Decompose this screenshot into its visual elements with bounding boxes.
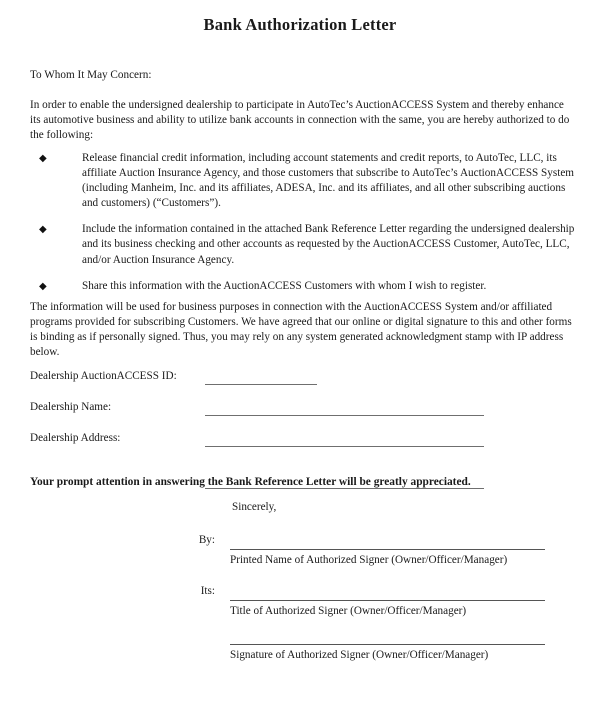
intro-paragraph: In order to enable the undersigned dealership to participate in AutoTec’s AuctionACCESS System and thereby enhance its automotive business and ability to utilize bank accounts in connection with the same, you are hereby authorized to do the following: [30,99,570,142]
closing-paragraph: The information will be used for business purposes in connection with the AuctionACCESS System and/or affiliated programs provided for subscribing Customers. We have agreed that our online or digital signature to this and other forms is binding as if personally signed. Thus, you may rely on any system generated acknowledgment stamp with IP address below. [30,301,572,359]
signature-block [0,534,600,676]
its-label: Its: [200,585,215,597]
printed-name-input[interactable] [230,549,545,550]
title-caption: Title of Authorized Signer (Owner/Officer/Manager) [230,605,467,617]
printed-name-caption: Printed Name of Authorized Signer (Owner/Officer/Manager) [230,554,508,566]
signature-row-printed-name [0,534,600,585]
dealership-address-input[interactable] [205,446,484,447]
dealership-fields [30,370,570,463]
salutation-text: To Whom It May Concern: [30,69,152,81]
diamond-bullet-icon: ◆ [39,224,47,236]
signature-row-signature [0,636,600,676]
list-item [30,279,575,294]
title-input[interactable] [230,600,545,601]
dealership-id-input[interactable] [205,384,317,385]
list-item-text: Release financial credit information, including account statements and credit reports, to AutoTec, LLC, its affiliate Auction Insurance Agency, and those customers that subscribe to AutoTec’s AuctionACCESS System (including Manheim, Inc. and its affiliates, ADESA, Inc. and its affiliates, and all other subscribing auctions and customers) (“Customers”). [82,152,575,210]
authorization-bullet-list [30,151,575,294]
dealership-name-label: Dealership Name: [30,401,112,413]
by-label: By: [198,534,215,546]
signature-input[interactable] [230,644,545,645]
signature-row-title [0,585,600,636]
dealership-address-input-line2[interactable] [205,488,484,489]
list-item-text: Share this information with the AuctionACCESS Customers with whom I wish to register. [82,279,487,292]
prompt-attention-text: Your prompt attention in answering the Bank Reference Letter will be greatly appreciated. [30,476,471,488]
page-title: Bank Authorization Letter [203,15,397,34]
diamond-bullet-icon: ◆ [39,153,47,164]
signature-caption: Signature of Authorized Signer (Owner/Officer/Manager) [230,649,489,661]
list-item [30,222,575,267]
dealership-address-label: Dealership Address: [30,432,121,444]
field-row-dealership-name [30,401,570,432]
sincerely-text: Sincerely, [232,501,277,513]
field-row-dealership-address [30,432,570,463]
dealership-id-label: Dealership AuctionACCESS ID: [30,370,177,382]
list-item-text: Include the information contained in the attached Bank Reference Letter regarding the undersigned dealership and its business checking and other accounts as requested by the AuctionACCESS Customer, AutoTec, LLC, and/or Auction Insurance Agency. [82,223,575,266]
dealership-name-input[interactable] [205,415,484,416]
field-row-dealership-id [30,370,570,401]
diamond-bullet-icon: ◆ [39,280,47,292]
list-item [30,151,575,211]
